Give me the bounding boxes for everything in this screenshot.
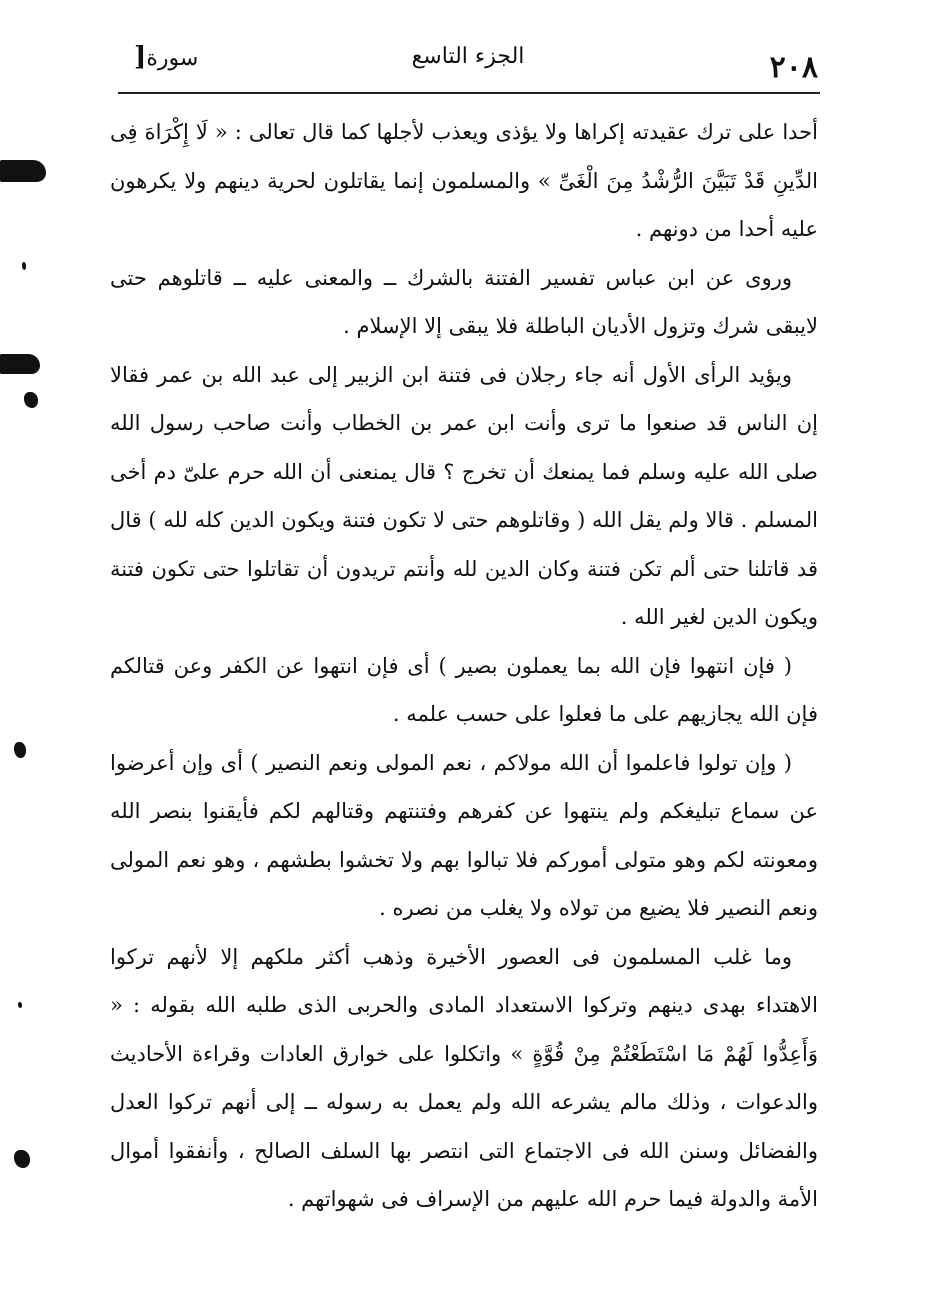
body-text (110, 108, 818, 1224)
surah-bracket: [ (134, 42, 147, 72)
scan-speck (24, 392, 38, 408)
scan-speck (14, 1150, 30, 1168)
scan-speck (14, 742, 26, 758)
paragraph-2: وروى عن ابن عباس تفسير الفتنة بالشرك ــ والمعنى عليه ــ قاتلوهم حتى لايبقى شرك وتزول الأديان الباطلة فلا يبقى إلا الإسلام . (110, 265, 818, 338)
paragraph-5: ( وإن تولوا فاعلموا أن الله مولاكم ، نعم المولى ونعم النصير ) أى وإن أعرضوا عن سماع تبليغكم ولم ينتهوا عن كفرهم وفتنتهم وقتالهم لكم فأيقنوا بنصر الله ومعونته لكم وهو متولى أموركم فلا تبالوا بهم ولا تخشوا بطشهم ، وهو نعم المولى ونعم النصير فلا يضيع من تولاه ولا يغلب من نصره . (110, 750, 818, 920)
page-header (118, 30, 818, 84)
scan-speck (18, 1002, 22, 1008)
header-rule (118, 92, 820, 94)
scan-mark (0, 354, 40, 374)
paragraph-3: ويؤيد الرأى الأول أنه جاء رجلان فى فتنة ابن الزبير إلى عبد الله بن عمر فقالا إن الناس قد صنعوا ما ترى وأنت ابن عمر بن الخطاب وأنت صاحب رسول الله صلى الله عليه وسلم فما يمنعك أن تخرج ؟ قال يمنعنى أن الله حرم علىّ دم أخى المسلم . قالا ولم يقل الله ( وقاتلوهم حتى لا تكون فتنة ويكون الدين كله لله ) قال قد قاتلنا حتى ألم تكن فتنة وكان الدين لله وأنتم تريدون أن تقاتلوا حتى تكون فتنة ويكون الدين لغير الله . (110, 362, 818, 629)
page-number: ٢٠٨ (769, 50, 818, 85)
scan-mark (0, 160, 46, 182)
paragraph-1: أحدا على ترك عقيدته إكراها ولا يؤذى ويعذب لأجلها كما قال تعالى : « لَا إِكْرَاهَ فِى الدِّينِ قَدْ تَبَيَّنَ الرُّشْدُ مِنَ الْغَىِّ » والمسلمون إنما يقاتلون لحرية دينهم ولا يكرهون عليه أحدا من دونهم . (110, 120, 818, 241)
surah-label (128, 42, 198, 72)
paragraph-4: ( فإن انتهوا فإن الله بما يعملون بصير ) أى فإن انتهوا عن الكفر وعن قتالكم فإن الله يجازيهم على ما فعلوا على حسب علمه . (110, 653, 818, 726)
surah-label-text: سورة (146, 46, 199, 71)
scan-speck (22, 262, 26, 270)
paragraph-6: وما غلب المسلمون فى العصور الأخيرة وذهب أكثر ملكهم إلا لأنهم تركوا الاهتداء بهدى دينهم وتركوا الاستعداد المادى والحربى الذى طلبه الله بقوله : « وَأَعِدُّوا لَهُمْ مَا اسْتَطَعْتُمْ مِنْ قُوَّةٍ » واتكلوا على خوارق العادات وقراءة الأحاديث والدعوات ، وذلك مالم يشرعه الله ولم يعمل به رسوله ــ إلى أنهم تركوا العدل والفضائل وسنن الله فى الاجتماع التى انتصر بها السلف الصالح ، وأنفقوا أموال الأمة والدولة فيما حرم الله عليهم من الإسراف فى شهواتهم . (110, 944, 818, 1211)
part-title: الجزء التاسع (411, 44, 525, 69)
